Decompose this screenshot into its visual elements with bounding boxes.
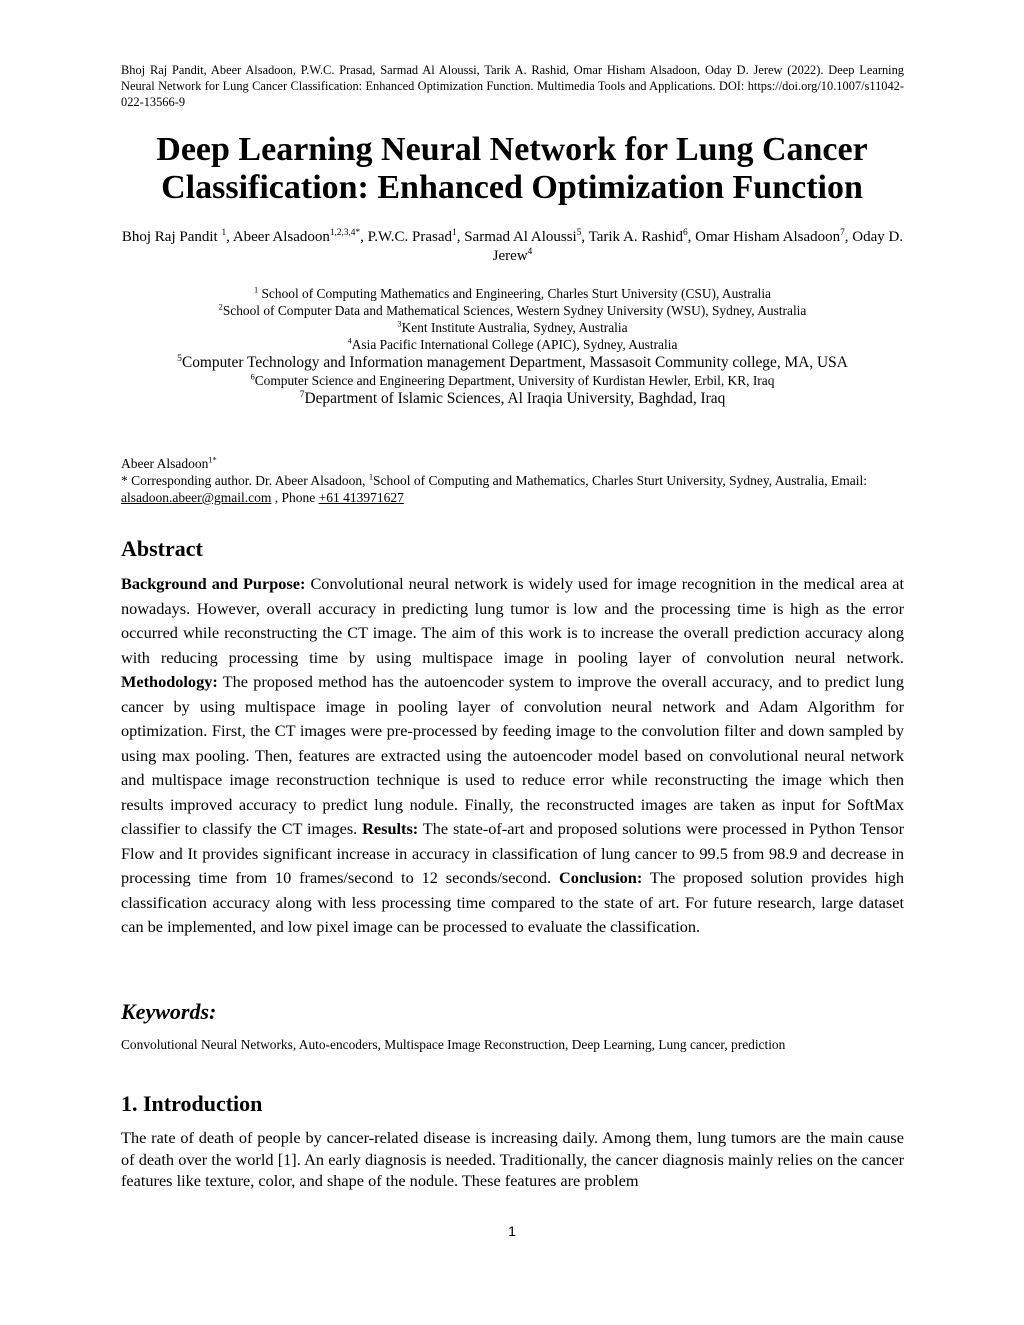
page-number: 1 bbox=[508, 1223, 516, 1239]
corresponding-name: Abeer Alsadoon$^{1*}$ bbox=[121, 455, 217, 471]
affiliation: $^6$Computer Science and Engineering Department, University of Kurdistan Hewler, Erbil, KR, Iraq bbox=[250, 372, 775, 388]
author: Tarik A. Rashid$^6$, bbox=[588, 228, 696, 245]
author: Oday D. Jerew$^4$ bbox=[492, 229, 904, 264]
corresponding-details: * Corresponding author. Dr. Abeer Alsadoon, $^1$School of Computing and Mathematics, Charles Sturt University, Sydney, Australia, Email: alsadoon.abeer@gmail.com , Phone +61 413971627 bbox=[121, 472, 867, 505]
keywords-list: Convolutional Neural Networks, Auto-encoders, Multispace Image Reconstruction, Deep Learning, Lung cancer, prediction bbox=[121, 1037, 786, 1052]
affiliation: $^5$Computer Technology and Information management Department, Massasoit Community college, MA, USA bbox=[177, 352, 848, 371]
paper-title: Deep Learning Neural Network for Lung Cancer Classification: Enhanced Optimization Function bbox=[156, 131, 868, 206]
author: P.W.C. Prasad$^1$, bbox=[367, 228, 465, 245]
corresponding-author bbox=[121, 455, 904, 506]
author: Abeer Alsadoon$^{1,2,3,4*}$, bbox=[232, 228, 368, 245]
introduction-body: The rate of death of people by cancer-related disease is increasing daily. Among them, lung tumors are the main cause of death over the world [1]. An early diagnosis is needed. Traditionally, the cancer diagnosis mainly relies on the cancer features like texture, color, and shape of the nodule. These features are problem bbox=[121, 1128, 904, 1190]
affiliation: $^7$Department of Islamic Sciences, Al Iraqia University, Baghdad, Iraq bbox=[299, 388, 726, 407]
author: Bhoj Raj Pandit $^1$, bbox=[121, 228, 233, 245]
affiliation: $^4$Asia Pacific International College (APIC), Sydney, Australia bbox=[347, 336, 678, 352]
author: Omar Hisham Alsadoon$^7$, bbox=[695, 228, 853, 245]
author: Sarmad Al Aloussi$^5$, bbox=[464, 228, 589, 245]
abstract-heading: Abstract bbox=[121, 536, 203, 561]
citation-header: Bhoj Raj Pandit, Abeer Alsadoon, P.W.C. Prasad, Sarmad Al Aloussi, Tarik A. Rashid, Omar Hisham Alsadoon, Oday D. Jerew (2022). Deep Learning Neural Network for Lung Cancer Classification: Enhanced Optimization Function. Multimedia Tools and Applications. DOI: https://doi.org/10.1007/s11042-022-13566-9 bbox=[121, 63, 904, 109]
affiliation: $^2$School of Computer Data and Mathematical Sciences, Western Sydney University (WSU), Sydney, Australia bbox=[218, 302, 807, 318]
email-link[interactable]: alsadoon.abeer@gmail.com bbox=[121, 490, 272, 505]
affiliation: $^1$ School of Computing Mathematics and Engineering, Charles Sturt University (CSU), Australia bbox=[253, 285, 772, 301]
keywords-heading: Keywords: bbox=[121, 999, 217, 1024]
introduction-heading: 1. Introduction bbox=[121, 1091, 263, 1116]
author-list bbox=[121, 228, 904, 266]
affiliation: $^3$Kent Institute Australia, Sydney, Australia bbox=[397, 319, 628, 335]
abstract-body: Background and Purpose: Convolutional neural network is widely used for image recognition in the medical area at nowadays. However, overall accuracy in predicting lung tumor is low and the processing time is high as the error occurred while reconstructing the CT image. The aim of this work is to increase the overall prediction accuracy along with reducing processing time by using multispace image in pooling layer of convolution neural network. Methodology: The proposed method has the autoencoder system to improve the overall accuracy, and to predict lung cancer by using multispace image in pooling layer of convolution neural network and Adam Algorithm for optimization. First, the CT images were pre-processed by feeding image to the convolution filter and down sampled by using max pooling. Then, features are extracted using the autoencoder model based on convolutional neural network and multispace image reconstruction technique is used to reduce error while reconstructing the image which then results improved accuracy to predict lung nodule. Finally, the reconstructed images are taken as input for SoftMax classifier to classify the CT images. Results: The state-of-art and proposed solutions were processed in Python Tensor Flow and It provides significant increase in accuracy in classification of lung cancer to 99.5 from 98.9 and decrease in processing time from 10 frames/second to 12 seconds/second. Conclusion: The proposed solution provides high classification accuracy along with less processing time compared to the state of art. For future research, large dataset can be implemented, and low pixel image can be processed to evaluate the classification. bbox=[121, 574, 904, 936]
affiliation-list bbox=[121, 285, 904, 408]
phone-link[interactable]: +61 413971627 bbox=[318, 490, 404, 505]
